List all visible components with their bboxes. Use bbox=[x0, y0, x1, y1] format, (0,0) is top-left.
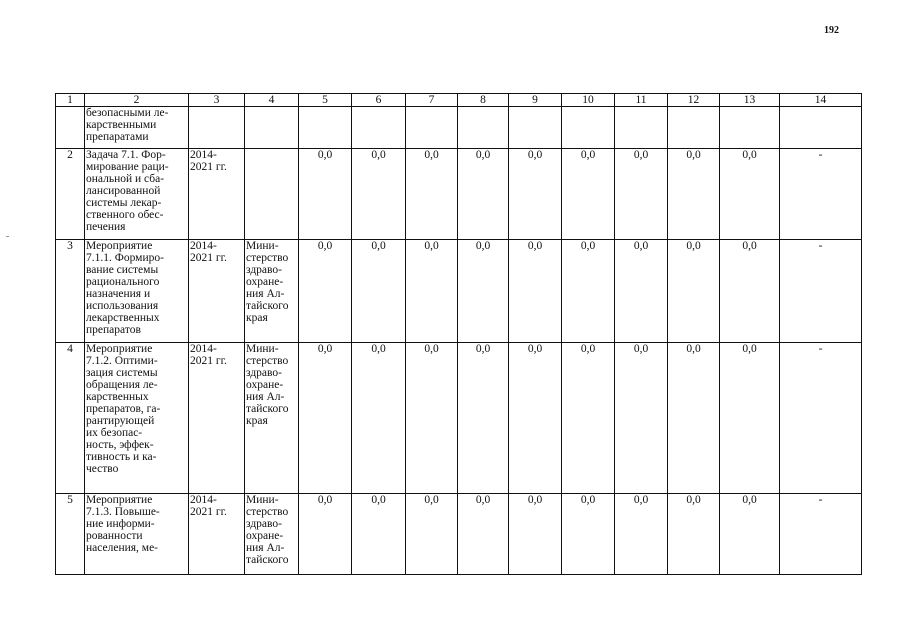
header-cell-13: 13 bbox=[720, 94, 780, 107]
value-cell: 0,0 bbox=[668, 343, 720, 494]
row-number-cell bbox=[56, 107, 85, 149]
value-cell: 0,0 bbox=[352, 149, 406, 240]
header-cell-5: 5 bbox=[299, 94, 352, 107]
scan-artifact bbox=[6, 236, 9, 237]
header-cell-2: 2 bbox=[85, 94, 189, 107]
header-cell-14: 14 bbox=[780, 94, 862, 107]
activity-name-cell: Мероприятие 7.1.2. Оптими- зация системы обращения ле- карственных препаратов, га- рантирующей их безопас- ность, эффек- тивность и ка- чество bbox=[85, 343, 189, 494]
note-cell: - bbox=[780, 494, 862, 575]
executor-cell bbox=[245, 149, 299, 240]
value-cell: 0,0 bbox=[458, 240, 509, 343]
header-cell-12: 12 bbox=[668, 94, 720, 107]
value-cell: 0,0 bbox=[352, 494, 406, 575]
period-cell: 2014- 2021 гг. bbox=[189, 149, 245, 240]
activity-name-cell: Мероприятие 7.1.3. Повыше- ние информи- рованности населения, ме- bbox=[85, 494, 189, 575]
header-cell-10: 10 bbox=[562, 94, 615, 107]
value-cell: 0,0 bbox=[615, 494, 668, 575]
value-cell: 0,0 bbox=[458, 149, 509, 240]
executor-cell: Мини- стерство здраво- охране- ния Ал- тайского края bbox=[245, 240, 299, 343]
header-cell-7: 7 bbox=[406, 94, 458, 107]
value-cell: 0,0 bbox=[509, 240, 562, 343]
value-cell: 0,0 bbox=[299, 494, 352, 575]
value-cell: 0,0 bbox=[406, 494, 458, 575]
value-cell bbox=[299, 107, 352, 149]
value-cell: 0,0 bbox=[509, 343, 562, 494]
table-row bbox=[56, 149, 862, 240]
value-cell bbox=[352, 107, 406, 149]
value-cell: 0,0 bbox=[720, 240, 780, 343]
table-row bbox=[56, 343, 862, 494]
value-cell: 0,0 bbox=[406, 343, 458, 494]
value-cell: 0,0 bbox=[299, 149, 352, 240]
header-cell-11: 11 bbox=[615, 94, 668, 107]
page-number: 192 bbox=[824, 25, 839, 36]
value-cell: 0,0 bbox=[458, 343, 509, 494]
period-cell: 2014- 2021 гг. bbox=[189, 494, 245, 575]
value-cell: 0,0 bbox=[458, 494, 509, 575]
header-cell-9: 9 bbox=[509, 94, 562, 107]
executor-cell: Мини- стерство здраво- охране- ния Ал- тайского края bbox=[245, 343, 299, 494]
value-cell bbox=[509, 107, 562, 149]
table-row bbox=[56, 107, 862, 149]
value-cell: 0,0 bbox=[720, 343, 780, 494]
value-cell: 0,0 bbox=[668, 149, 720, 240]
value-cell bbox=[406, 107, 458, 149]
period-cell bbox=[189, 107, 245, 149]
activity-name-cell: Задача 7.1. Фор- мирование раци- ональной и сба- лансированной системы лекар- ственного обес- печения bbox=[85, 149, 189, 240]
value-cell: 0,0 bbox=[299, 343, 352, 494]
note-cell: - bbox=[780, 149, 862, 240]
value-cell bbox=[668, 107, 720, 149]
value-cell: 0,0 bbox=[562, 149, 615, 240]
value-cell: 0,0 bbox=[562, 343, 615, 494]
value-cell: 0,0 bbox=[615, 149, 668, 240]
value-cell: 0,0 bbox=[720, 149, 780, 240]
header-cell-4: 4 bbox=[245, 94, 299, 107]
activity-name-cell: безопасными ле- карственными препаратами bbox=[85, 107, 189, 149]
value-cell: 0,0 bbox=[406, 240, 458, 343]
value-cell: 0,0 bbox=[615, 240, 668, 343]
value-cell: 0,0 bbox=[562, 240, 615, 343]
header-cell-8: 8 bbox=[458, 94, 509, 107]
value-cell bbox=[720, 107, 780, 149]
table-row bbox=[56, 494, 862, 575]
value-cell: 0,0 bbox=[299, 240, 352, 343]
header-cell-3: 3 bbox=[189, 94, 245, 107]
value-cell: 0,0 bbox=[615, 343, 668, 494]
value-cell bbox=[562, 107, 615, 149]
table-row bbox=[56, 240, 862, 343]
row-number-cell: 5 bbox=[56, 494, 85, 575]
activity-name-cell: Мероприятие 7.1.1. Формиро- вание системы рационального назначения и использования лекарственных препаратов bbox=[85, 240, 189, 343]
value-cell: 0,0 bbox=[668, 240, 720, 343]
note-cell: - bbox=[780, 240, 862, 343]
header-row bbox=[56, 94, 862, 107]
row-number-cell: 3 bbox=[56, 240, 85, 343]
value-cell bbox=[458, 107, 509, 149]
value-cell: 0,0 bbox=[668, 494, 720, 575]
program-table bbox=[55, 93, 862, 575]
executor-cell bbox=[245, 107, 299, 149]
value-cell: 0,0 bbox=[352, 240, 406, 343]
value-cell: 0,0 bbox=[720, 494, 780, 575]
executor-cell: Мини- стерство здраво- охране- ния Ал- тайского bbox=[245, 494, 299, 575]
header-cell-6: 6 bbox=[352, 94, 406, 107]
value-cell: 0,0 bbox=[509, 149, 562, 240]
note-cell bbox=[780, 107, 862, 149]
header-cell-1: 1 bbox=[56, 94, 85, 107]
row-number-cell: 4 bbox=[56, 343, 85, 494]
value-cell: 0,0 bbox=[509, 494, 562, 575]
value-cell: 0,0 bbox=[352, 343, 406, 494]
period-cell: 2014- 2021 гг. bbox=[189, 240, 245, 343]
row-number-cell: 2 bbox=[56, 149, 85, 240]
value-cell: 0,0 bbox=[406, 149, 458, 240]
value-cell bbox=[615, 107, 668, 149]
note-cell: - bbox=[780, 343, 862, 494]
period-cell: 2014- 2021 гг. bbox=[189, 343, 245, 494]
value-cell: 0,0 bbox=[562, 494, 615, 575]
table-body bbox=[56, 94, 862, 575]
